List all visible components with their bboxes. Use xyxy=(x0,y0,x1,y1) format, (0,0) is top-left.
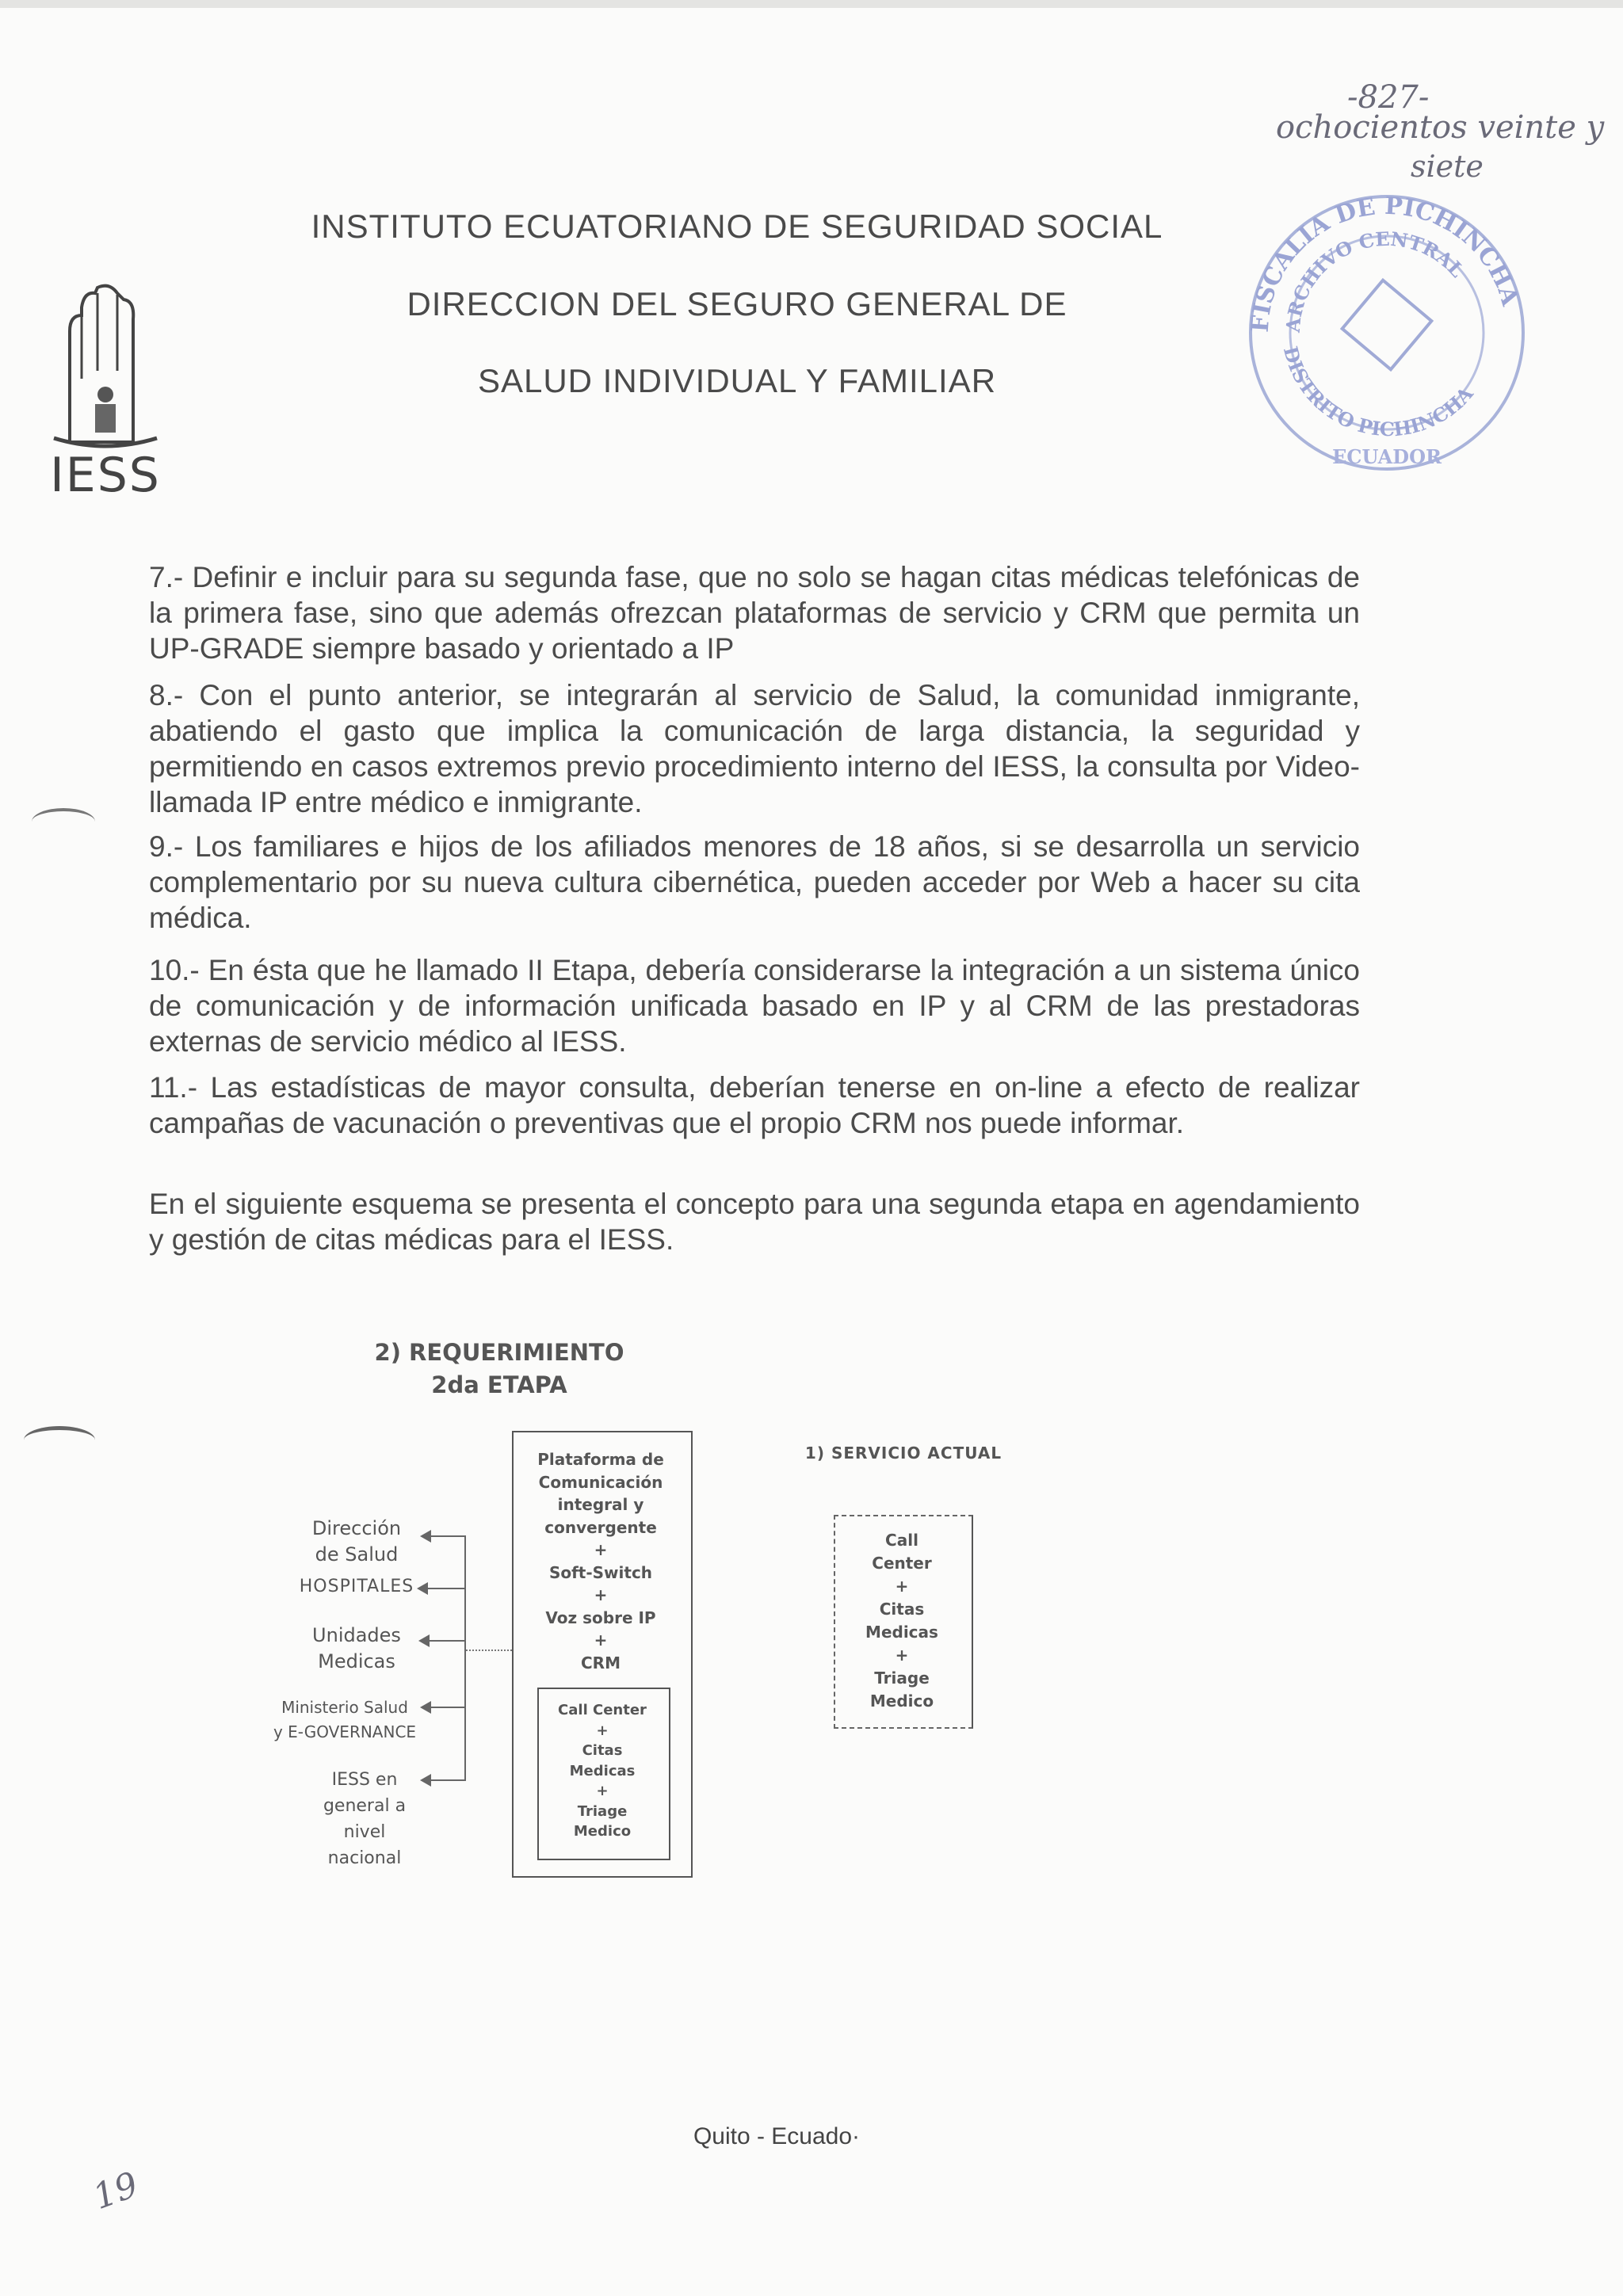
stamp-inner-text: ARCHIVO CENTRAL xyxy=(1281,227,1469,334)
arrow-iess-nacional xyxy=(422,1779,464,1781)
label-line: Ministerio Salud xyxy=(281,1698,408,1717)
platform-line: Comunicación xyxy=(538,1472,663,1492)
hand-emblem-icon xyxy=(46,284,165,450)
current-line: Medico xyxy=(869,1691,934,1711)
label-line: Medicas xyxy=(318,1650,395,1672)
label-line: general a xyxy=(323,1796,407,1816)
margin-mark-1 xyxy=(32,808,95,835)
current-line: Medicas xyxy=(865,1623,938,1642)
inner-line: + xyxy=(596,1783,609,1799)
handwritten-page-number: 19 xyxy=(87,2164,144,2218)
platform-line: + xyxy=(594,1585,608,1604)
inner-line: Medico xyxy=(573,1823,632,1840)
inner-line: Call Center xyxy=(558,1702,647,1718)
arrow-hospitales xyxy=(418,1588,464,1589)
paragraph-10: 10.- En ésta que he llamado II Etapa, debería considerarse la integración a un sistema único de comunicación y de información unificada basado en IP y al CRM de las prestadoras externas de servicio médico al IESS. xyxy=(149,954,1360,1058)
handwritten-folio-words-2: siete xyxy=(1411,149,1484,184)
handwritten-folio-words-1: ochocientos veinte y xyxy=(1276,109,1605,146)
platform-line: integral y xyxy=(557,1495,644,1514)
current-service-title: 1) SERVICIO ACTUAL xyxy=(804,1444,1002,1463)
connector-to-platform xyxy=(466,1650,512,1651)
paragraph-11: 11.- Las estadísticas de mayor consulta, deberían tenerse en on-line a efecto de realizar campañas de vacunación o preventivas que el propio CRM nos puede informar. xyxy=(149,1071,1360,1139)
platform-line: Plataforma de xyxy=(537,1450,664,1469)
stamp-country: ECUADOR xyxy=(1332,445,1442,468)
platform-line: CRM xyxy=(581,1653,621,1672)
arrow-unidades xyxy=(420,1640,464,1642)
current-line: Citas xyxy=(879,1600,925,1619)
stamp-emblem xyxy=(1342,280,1432,370)
handwritten-folio-number: -827- xyxy=(1347,79,1430,116)
arrow-ministerio xyxy=(422,1707,464,1708)
header-direction: DIRECCION DEL SEGURO GENERAL DE xyxy=(407,285,1067,322)
archive-stamp xyxy=(1236,182,1537,483)
left-label-hospitales xyxy=(285,1577,428,1596)
current-line: Center xyxy=(872,1554,932,1573)
label-line: IESS en xyxy=(331,1770,398,1790)
footer-location: Quito - Ecuado· xyxy=(693,2123,861,2149)
stamp-top-text: FISCALIA DE PICHINCHA xyxy=(1246,192,1524,334)
inner-line: Medicas xyxy=(569,1762,636,1779)
stamp-bottom-text: DISTRITO PICHINCHA xyxy=(1278,344,1478,441)
current-line: Triage xyxy=(874,1669,930,1688)
left-label-unidades xyxy=(285,1623,428,1675)
current-line: Call xyxy=(885,1531,918,1550)
current-line: + xyxy=(895,1577,909,1596)
label-line: y E-GOVERNANCE xyxy=(273,1722,417,1741)
paragraph-8: 8.- Con el punto anterior, se integrarán al servicio de Salud, la comunidad inmigrante, abatiendo el gasto que implica la comunicación de larga distancia, la seguridad y permitiendo en casos extremos previo procedimiento interno del IESS, la consulta por Video-llamada IP entre médico e inmigrante. xyxy=(149,679,1360,818)
iess-logo xyxy=(46,284,165,503)
header-health: SALUD INDIVIDUAL Y FAMILIAR xyxy=(477,362,997,399)
label-line: Unidades xyxy=(312,1624,401,1646)
logo-text: IESS xyxy=(50,448,161,503)
inner-line: Citas xyxy=(582,1742,623,1759)
inner-callcenter-text xyxy=(539,1700,666,1842)
label-line: Dirección xyxy=(311,1517,402,1539)
platform-line: + xyxy=(594,1540,608,1559)
platform-line: + xyxy=(594,1630,608,1650)
header-institute: INSTITUTO ECUATORIANO DE SEGURIDAD SOCIAL xyxy=(311,208,1163,245)
connector-vertical xyxy=(464,1535,466,1781)
label-line: de Salud xyxy=(315,1543,399,1566)
current-service-text xyxy=(835,1529,968,1713)
label-line: nivel xyxy=(343,1822,386,1842)
paragraph-9: 9.- Los familiares e hijos de los afiliados menores de 18 años, si se desarrolla un servicio complementario por su nueva cultura cibernética, pueden acceder por Web a hacer su cita médica. xyxy=(149,830,1360,934)
platform-text xyxy=(515,1448,686,1674)
inner-line: + xyxy=(596,1722,609,1739)
left-label-direccion xyxy=(285,1516,428,1568)
scan-top-edge xyxy=(0,0,1623,8)
label-line: nacional xyxy=(327,1848,402,1868)
platform-line: Voz sobre IP xyxy=(545,1608,656,1627)
platform-line: Soft-Switch xyxy=(548,1562,653,1582)
platform-line: convergente xyxy=(544,1517,657,1537)
diagram-requirement-subtitle: 2da ETAPA xyxy=(431,1371,567,1398)
current-line: + xyxy=(895,1646,909,1665)
left-label-iess-nacional xyxy=(293,1767,436,1871)
paragraph-7: 7.- Definir e incluir para su segunda fase, que no solo se hagan citas médicas telefónicas de la primera fase, sino que además ofrezcan plataformas de servicio y CRM que permita un UP-GRADE siempre basado y orientado a IP xyxy=(149,561,1360,665)
diagram-requirement-title: 2) REQUERIMIENTO xyxy=(374,1339,624,1366)
paragraph-scheme-intro: En el siguiente esquema se presenta el concepto para una segunda etapa en agendamiento y gestión de citas médicas para el IESS. xyxy=(149,1188,1360,1256)
left-label-ministerio xyxy=(262,1695,428,1745)
inner-line: Triage xyxy=(577,1802,628,1820)
margin-mark-2 xyxy=(24,1426,95,1454)
arrow-direccion xyxy=(422,1535,464,1537)
label-line: HOSPITALES xyxy=(299,1577,414,1596)
